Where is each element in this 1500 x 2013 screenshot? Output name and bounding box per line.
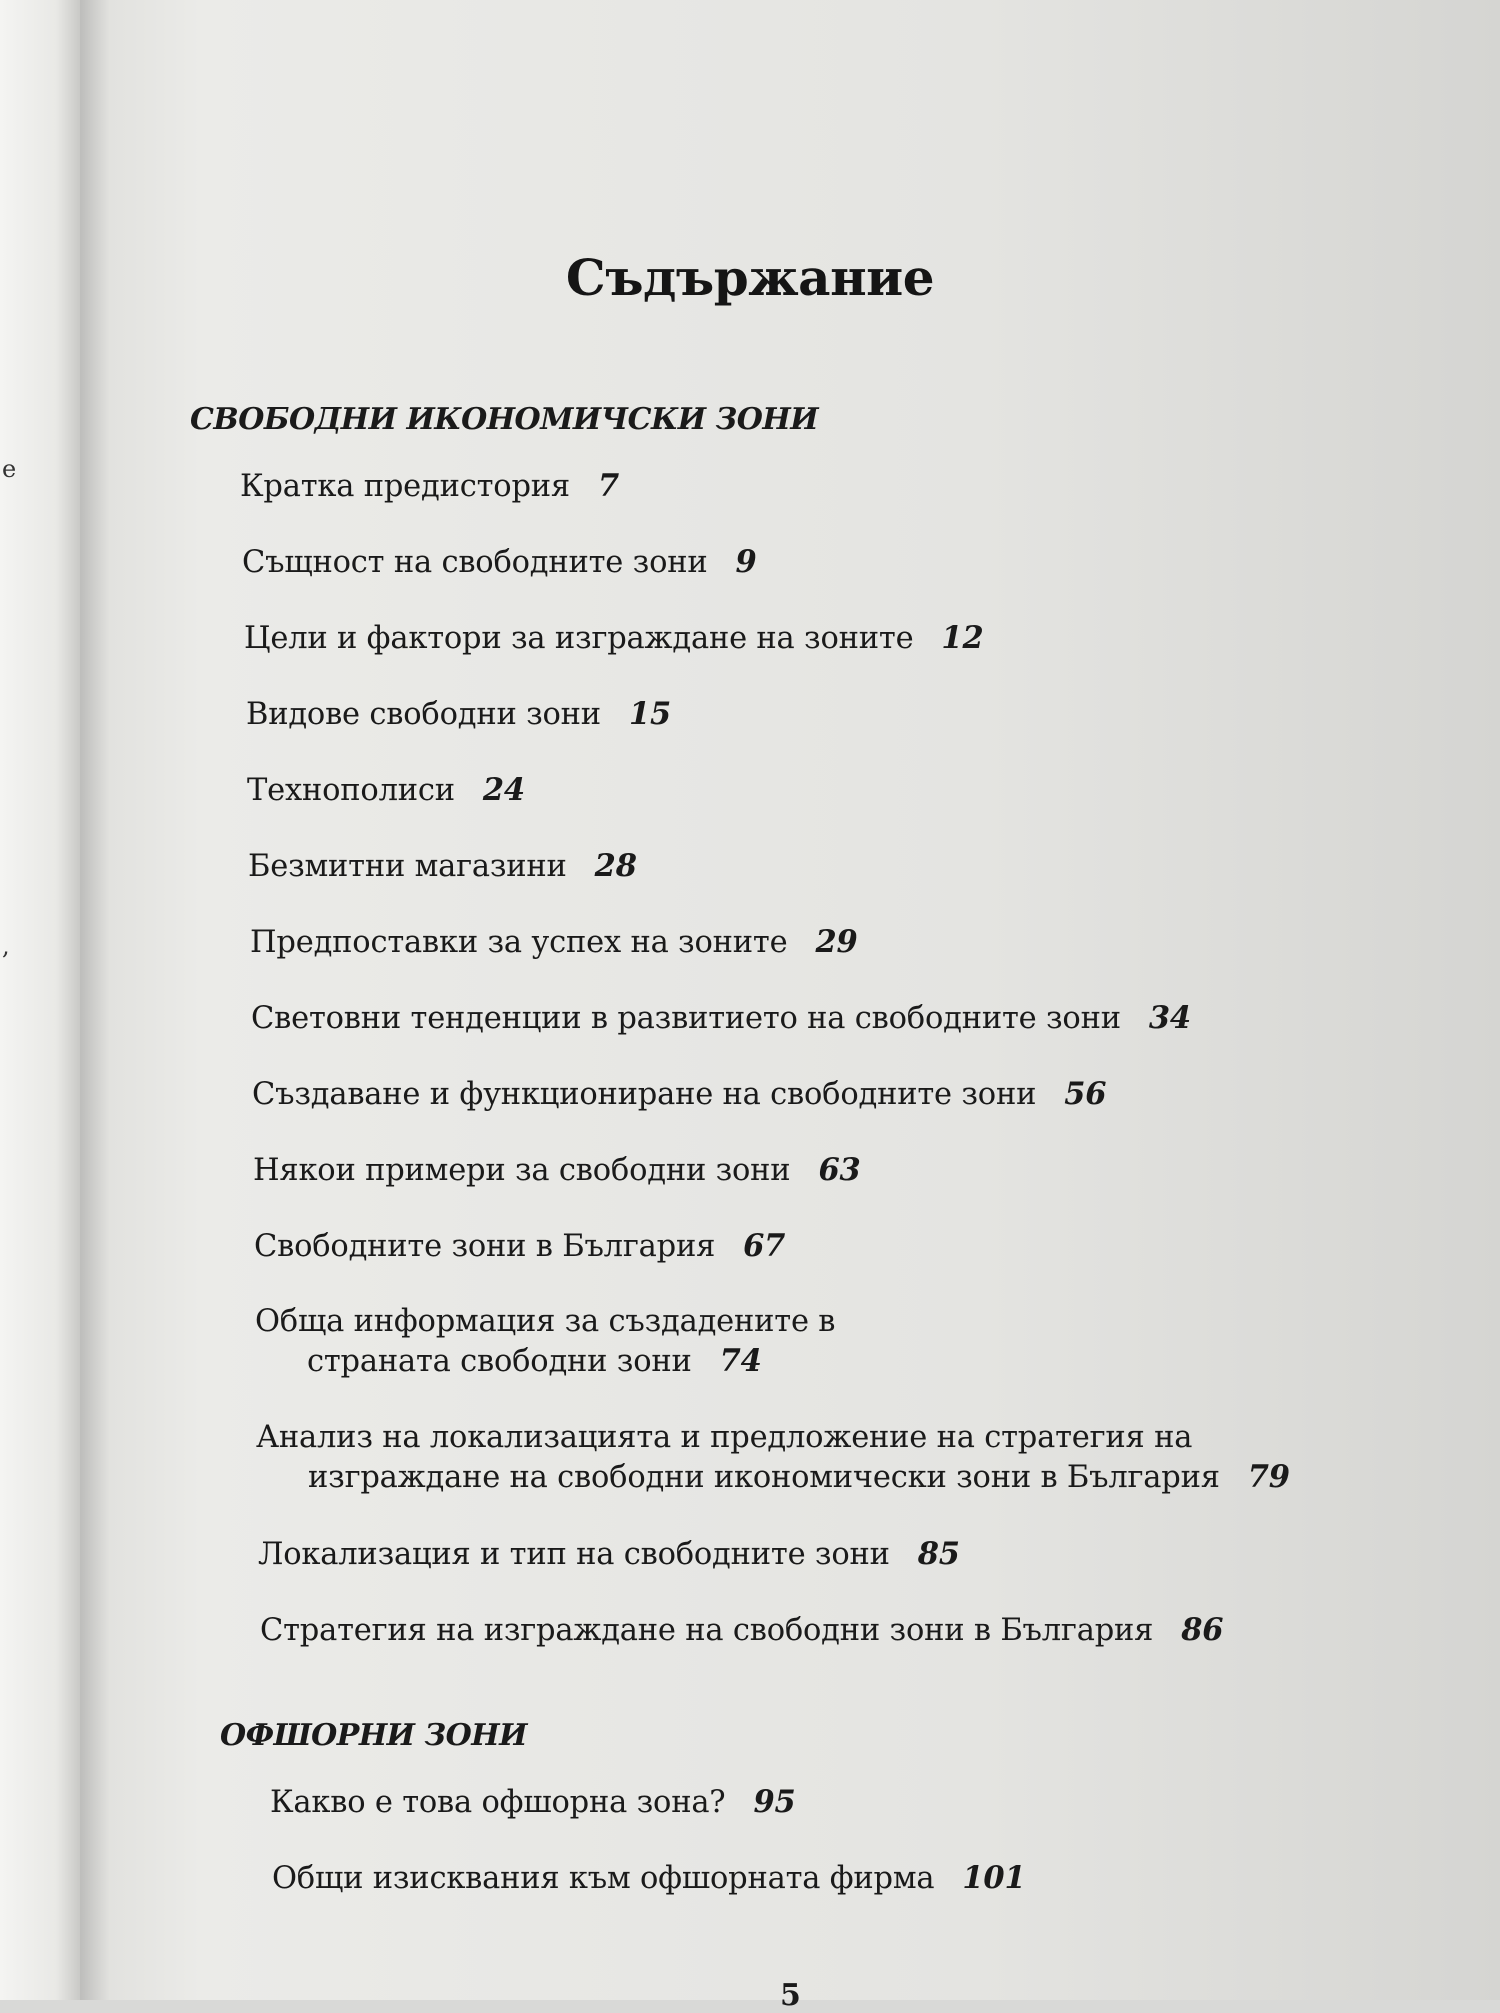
page-number: 74 [719,1343,762,1379]
toc-entry[interactable]: Кратка предистория 7 [240,468,619,504]
toc-entry[interactable]: Някои примери за свободни зони 63 [253,1152,861,1188]
toc-entry-multiline[interactable]: Обща информация за създадените в страната свободни зони 74 [255,1304,836,1379]
page-folio: 5 [780,1978,801,2013]
page-number: 56 [1064,1076,1107,1112]
page-number: 9 [735,544,757,580]
toc-entry[interactable]: Локализация и тип на свободните зони 85 [258,1536,960,1572]
page-number: 24 [482,772,525,808]
page-number: 12 [941,620,984,656]
toc-entry[interactable]: Предпоставки за успех на зоните 29 [250,924,858,960]
section-heading-offshore-zones: ОФШОРНИ ЗОНИ [220,1718,527,1753]
page-number: 79 [1247,1459,1290,1495]
toc-entry[interactable]: Световни тенденции в развитието на свободните зони 34 [251,1000,1191,1036]
page-number: 101 [962,1860,1026,1896]
toc-entry[interactable]: Цели и фактори за изграждане на зоните 12 [244,620,984,656]
page-number: 15 [628,696,671,732]
toc-entry-multiline[interactable]: Анализ на локализацията и предложение на стратегия на изграждане на свободни икономически зони в България 79 [256,1420,1290,1495]
page-number: 29 [815,924,858,960]
toc-entry[interactable]: Безмитни магазини 28 [248,848,637,884]
toc-entry[interactable]: Създаване и функциониране на свободните зони 56 [252,1076,1107,1112]
toc-entry[interactable]: Какво е това офшорна зона? 95 [270,1784,796,1820]
toc-entry[interactable]: Свободните зони в България 67 [254,1228,786,1264]
page-number: 85 [917,1536,960,1572]
toc-entry[interactable]: Видове свободни зони 15 [246,696,671,732]
toc-entry[interactable]: Същност на свободните зони 9 [242,544,757,580]
page-number: 28 [594,848,637,884]
book-page [80,0,1500,2013]
toc-entry[interactable]: Стратегия на изграждане на свободни зони в България 86 [260,1612,1224,1648]
facing-page-mark: , [2,932,10,960]
toc-entry[interactable]: Общи изисквания към офшорната фирма 101 [272,1860,1026,1896]
page-title: Съдържание [565,248,935,307]
page-number: 34 [1148,1000,1191,1036]
page-number: 95 [753,1784,796,1820]
page-number: 63 [818,1152,861,1188]
section-heading-free-zones: СВОБОДНИ ИКОНОМИЧСКИ ЗОНИ [190,402,819,437]
facing-page-edge [0,0,80,2000]
toc-entry[interactable]: Технополиси 24 [247,772,525,808]
page-number: 7 [597,468,619,504]
page-number: 67 [743,1228,786,1264]
facing-page-mark: e [2,455,17,483]
page-number: 86 [1181,1612,1224,1648]
